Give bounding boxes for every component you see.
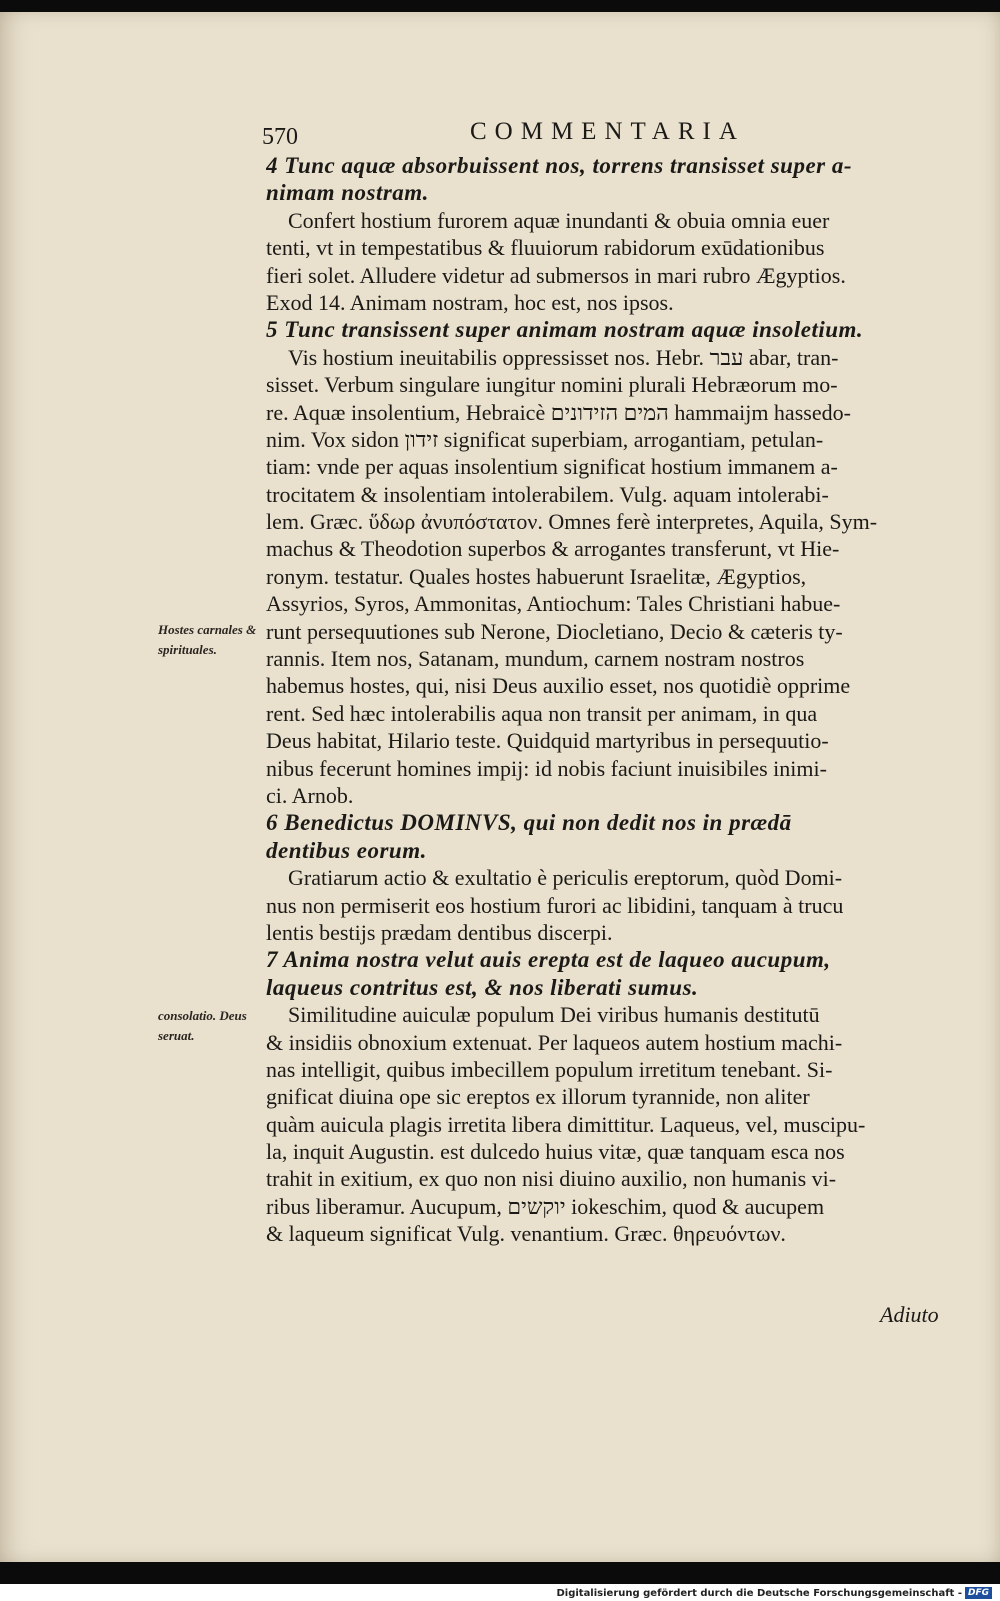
text-line: sisset. Verbum singulare iungitur nomini plurali Hebræorum mo-: [266, 372, 838, 398]
text-line: la, inquit Augustin. est dulcedo huius vitæ, quæ tanquam esca nos: [266, 1139, 845, 1165]
running-title: COMMENTARIA: [470, 118, 745, 145]
text-line: runt persequutiones sub Nerone, Diocletiano, Decio & cæteris ty-: [266, 618, 843, 644]
page-header: [262, 112, 962, 152]
verse-line: 6 Benedictus DOMINVS, qui non dedit nos in prædā: [266, 810, 792, 836]
main-text-block: [266, 152, 978, 1248]
verse-line: dentibus eorum.: [266, 837, 427, 863]
verse-line: 5 Tunc transissent super animam nostram aquæ insoletium.: [266, 317, 864, 343]
page-number: 570: [262, 124, 298, 150]
text-line: nus non permiserit eos hostium furori ac libidini, tanquam à trucu: [266, 892, 844, 918]
text-line: tenti, vt in tempestatibus & fluuiorum rabidorum exūdationibus: [266, 235, 825, 261]
top-border: [0, 0, 1000, 12]
text-line: & laqueum significat Vulg. venantium. Græc. θηρευόντων.: [266, 1221, 786, 1247]
verse-line: laqueus contritus est, & nos liberati sumus.: [266, 974, 699, 1000]
dfg-logo: DFG: [965, 1587, 992, 1599]
footer-text: Digitalisierung gefördert durch die Deutsche Forschungsgemeinschaft -: [556, 1587, 962, 1599]
verse-line: 4 Tunc aquæ absorbuissent nos, torrens transisset super a-: [266, 153, 853, 178]
text-line: habemus hostes, qui, nisi Deus auxilio esset, nos quotidiè opprime: [266, 673, 851, 699]
text-line: fieri solet. Alludere videtur ad submersos in mari rubro Ægyptios.: [266, 262, 846, 288]
text-line: Gratiarum actio & exultatio è periculis ereptorum, quòd Domi-: [288, 865, 843, 891]
text-line: gnificat diuina ope sic ereptos ex illorum tyrannide, non aliter: [266, 1084, 810, 1110]
text-line: machus & Theodotion superbos & arrogantes transferunt, vt Hie-: [266, 536, 840, 562]
text-line: trahit in exitium, ex quo non nisi diuino auxilio, non humanis vi-: [266, 1166, 837, 1192]
text-line: Confert hostium furorem aquæ inundanti & obuia omnia euer: [288, 207, 830, 233]
text-line: nas intelligit, quibus imbecillem populum irretitum tenebant. Si-: [266, 1056, 833, 1082]
text-line: Vis hostium ineuitabilis oppressisset nos. Hebr. עבר abar, tran-: [288, 344, 839, 370]
text-line: ronym. testatur. Quales hostes habuerunt Israelitæ, Ægyptios,: [266, 563, 807, 589]
text-line: Deus habitat, Hilario teste. Quidquid martyribus in persequutio-: [266, 728, 829, 754]
text-line: re. Aquæ insolentium, Hebraicè המים הזידונים hammaijm hassedo-: [266, 399, 851, 425]
text-line: Assyrios, Syros, Ammonitas, Antiochum: Tales Christiani habue-: [266, 591, 841, 617]
text-line: rannis. Item nos, Satanam, mundum, carnem nostram nostros: [266, 646, 805, 672]
margin-note-hostes: Hostes carnales & spirituales.: [158, 622, 257, 657]
text-line: trocitatem & insolentiam intolerabilem. Vulg. aquam intolerabi-: [266, 481, 829, 507]
text-line: lentis bestijs prædam dentibus discerpi.: [266, 919, 613, 945]
text-line: lem. Græc. ὕδωρ ἀνυπόστατον. Omnes ferè interpretes, Aquila, Sym-: [266, 509, 878, 535]
text-line: ci. Arnob.: [266, 782, 354, 808]
verse-line: nimam nostram.: [266, 180, 429, 206]
text-line: nim. Vox sidon זידון significat superbiam, arrogantiam, petulan-: [266, 426, 824, 452]
margin-note-consolatio: consolatio. Deus seruat.: [158, 1008, 247, 1043]
text-line: ribus liberamur. Aucupum, יוקשים iokeschim, quod & aucupem: [266, 1193, 825, 1219]
footer-credit: [556, 1585, 992, 1601]
catchword: Adiuto: [880, 1302, 939, 1327]
text-line: rent. Sed hæc intolerabilis aqua non transit per animam, in qua: [266, 700, 818, 726]
text-line: Exod 14. Animam nostram, hoc est, nos ipsos.: [266, 289, 674, 315]
text-line: & insidiis obnoxium extenuat. Per laqueos autem hostium machi-: [266, 1029, 843, 1055]
text-line: Similitudine auiculæ populum Dei viribus humanis destitutū: [288, 1002, 820, 1028]
text-line: tiam: vnde per aquas insolentium significat hostium immanem a-: [266, 454, 838, 480]
text-line: nibus fecerunt homines impij: id nobis faciunt inuisibiles inimi-: [266, 755, 827, 781]
verse-line: 7 Anima nostra velut auis erepta est de laqueo aucupum,: [266, 947, 831, 973]
text-line: quàm auicula plagis irretita libera dimittitur. Laqueus, vel, muscipu-: [266, 1111, 866, 1137]
bottom-border: [0, 1562, 1000, 1584]
